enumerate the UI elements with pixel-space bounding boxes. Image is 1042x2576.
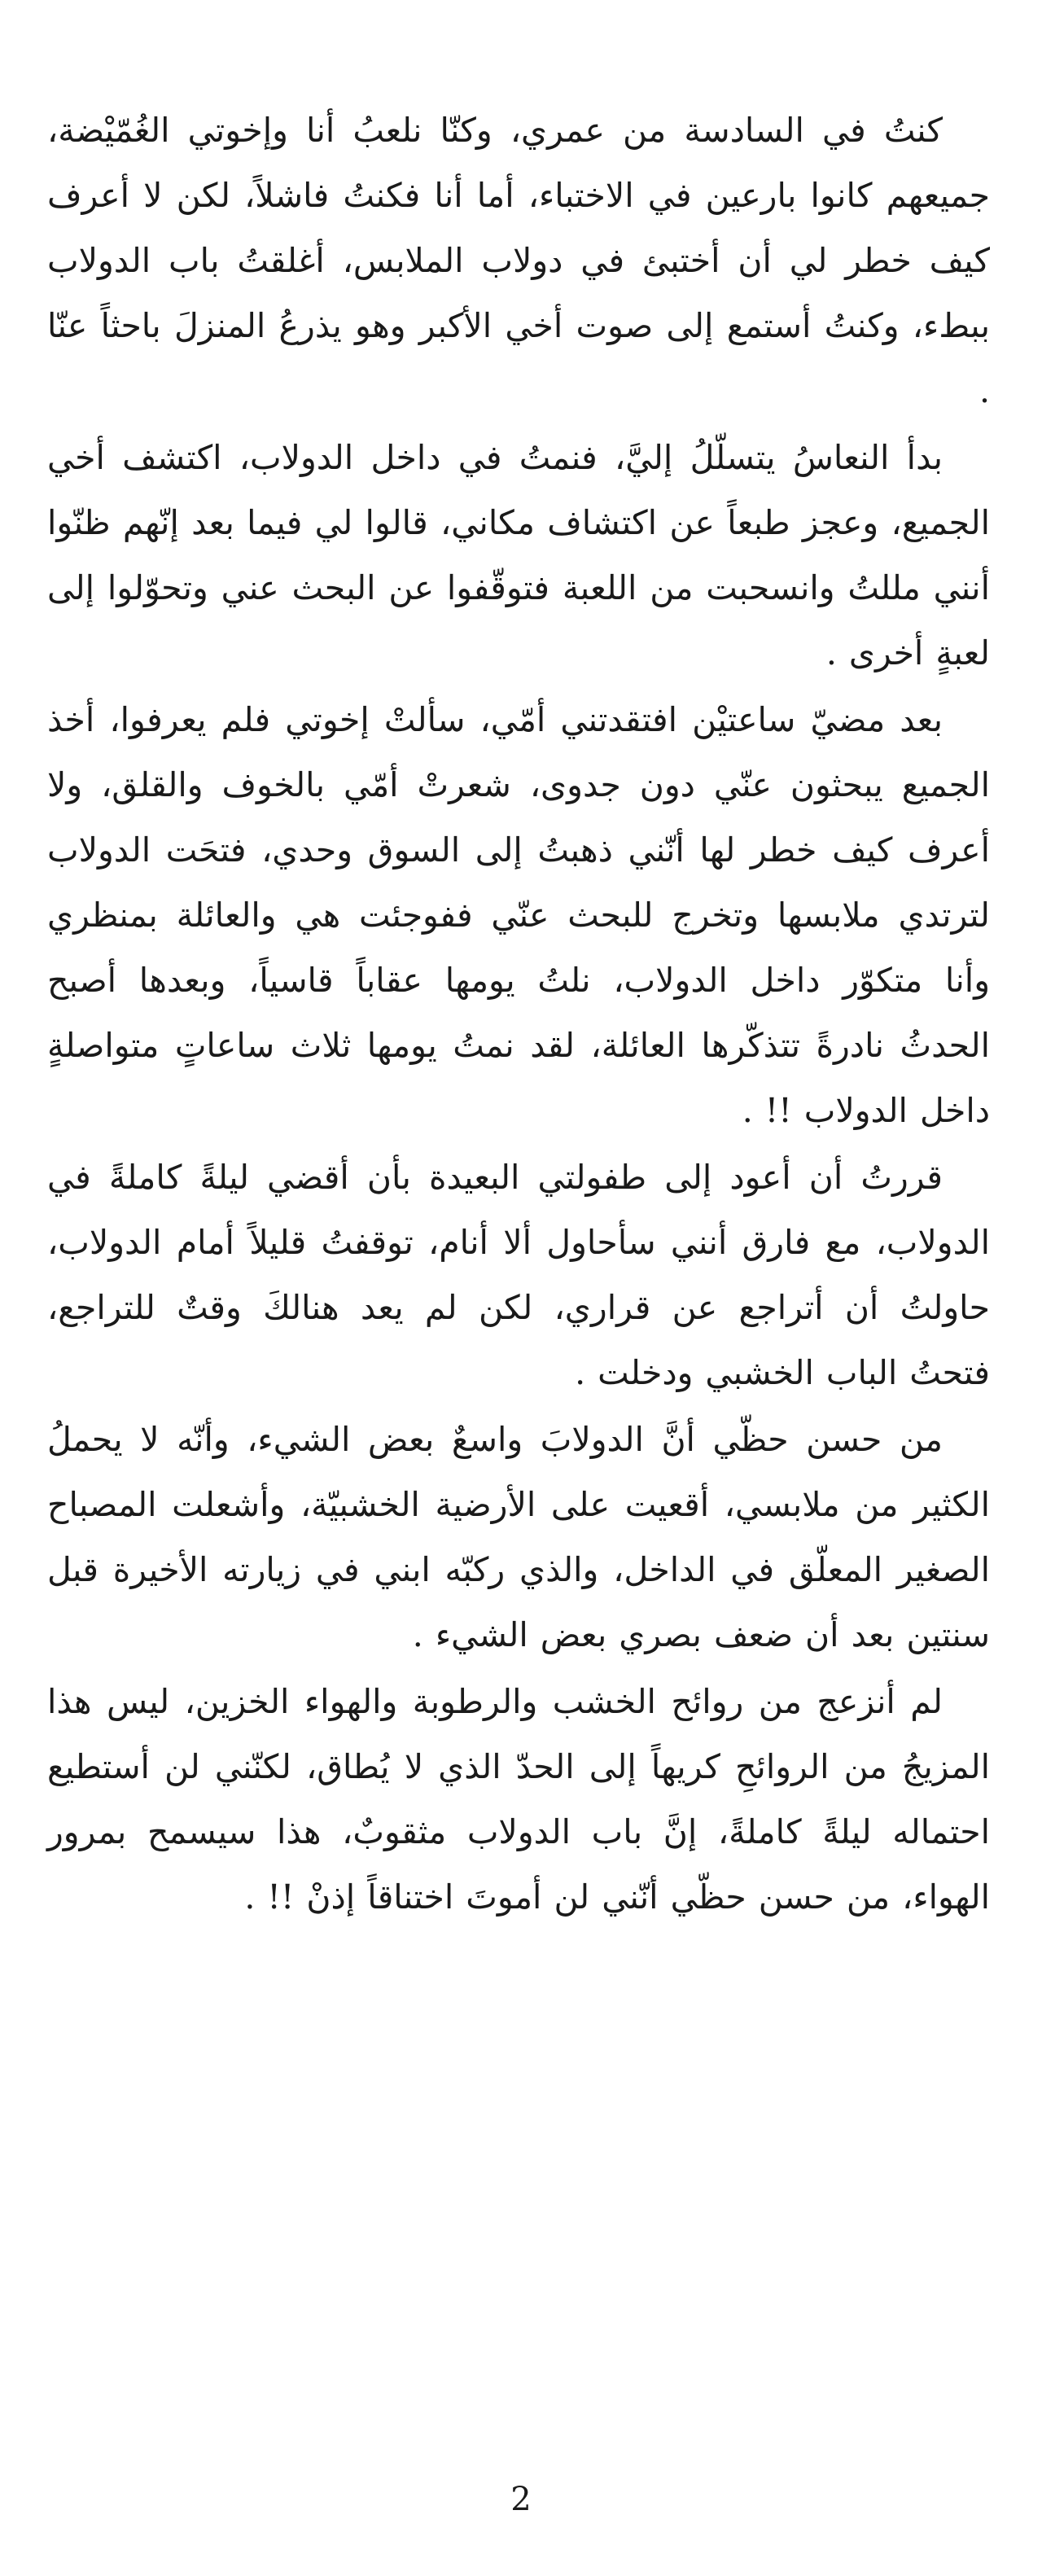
paragraph-1: كنتُ في السادسة من عمري، وكنّا نلعبُ أنا وإخوتي الغُمّيْضة، جميعهم كانوا بارعين في الاختباء، أما أنا فكنتُ فاشلاً، لكن لا أعرف كيف خطر لي أن أختبئ في دولاب الملابس، أغلقتُ باب الدولاب ببطء، وكنتُ أستمع إلى صوت أخي الأكبر وهو يذرعُ المنزلَ باحثاً عنّا .	[47, 111, 990, 410]
paragraph-4: قررتُ أن أعود إلى طفولتي البعيدة بأن أقضي ليلةً كاملةً في الدولاب، مع فارق أنني سأحاول ألا أنام، توقفتُ قليلاً أمام الدولاب، حاولتُ أن أتراجع عن قراري، لكن لم يعد هنالكَ وقتٌ للتراجع، فتحتُ الباب الخشبي ودخلت .	[47, 1158, 990, 1392]
page-number: 2	[510, 2481, 532, 2518]
page-body	[47, 98, 990, 1931]
paragraph-3: بعد مضيّ ساعتيْن افتقدتني أمّي، سألتْ إخوتي فلم يعرفوا، أخذ الجميع يبحثون عنّي دون جدوى، شعرتْ أمّي بالخوف والقلق، ولا أعرف كيف خطر لها أنّني ذهبتُ إلى السوق وحدي، فتحَت الدولاب لترتدي ملابسها وتخرج للبحث عنّي ففوجئت هي والعائلة بمنظري وأنا متكوّر داخل الدولاب، نلتُ يومها عقاباً قاسياً، وبعدها أصبح الحدثُ نادرةً تتذكّرها العائلة، لقد نمتُ يومها ثلاث ساعاتٍ متواصلةٍ داخل الدولاب !! .	[47, 700, 990, 1130]
paragraph-5: من حسن حظّي أنَّ الدولابَ واسعٌ بعض الشيء، وأنّه لا يحملُ الكثير من ملابسي، أقعيت على الأرضية الخشبيّة، وأشعلت المصباح الصغير المعلّق في الداخل، والذي ركبّه ابني في زيارته الأخيرة قبل سنتين بعد أن ضعف بصري بعض الشيء .	[47, 1420, 990, 1654]
paragraph-2: بدأ النعاسُ يتسلّلُ إليَّ، فنمتُ في داخل الدولاب، اكتشف أخي الجميع، وعجز طبعاً عن اكتشاف مكاني، قالوا لي فيما بعد إنّهم ظنّوا أنني مللتُ وانسحبت من اللعبة فتوقّفوا عن البحث عني وتحوّلوا إلى لعبةٍ أخرى .	[47, 438, 990, 672]
paragraph-6: لم أنزعج من روائح الخشب والرطوبة والهواء الخزين، ليس هذا المزيجُ من الروائحِ كريهاً إلى الحدّ الذي لا يُطاق، لكنّني لن أستطيع احتماله ليلةً كاملةً، إنَّ باب الدولاب مثقوبٌ، هذا سيسمح بمرور الهواء، من حسن حظّي أنّني لن أموتَ اختناقاً إذنْ !! .	[47, 1682, 990, 1917]
